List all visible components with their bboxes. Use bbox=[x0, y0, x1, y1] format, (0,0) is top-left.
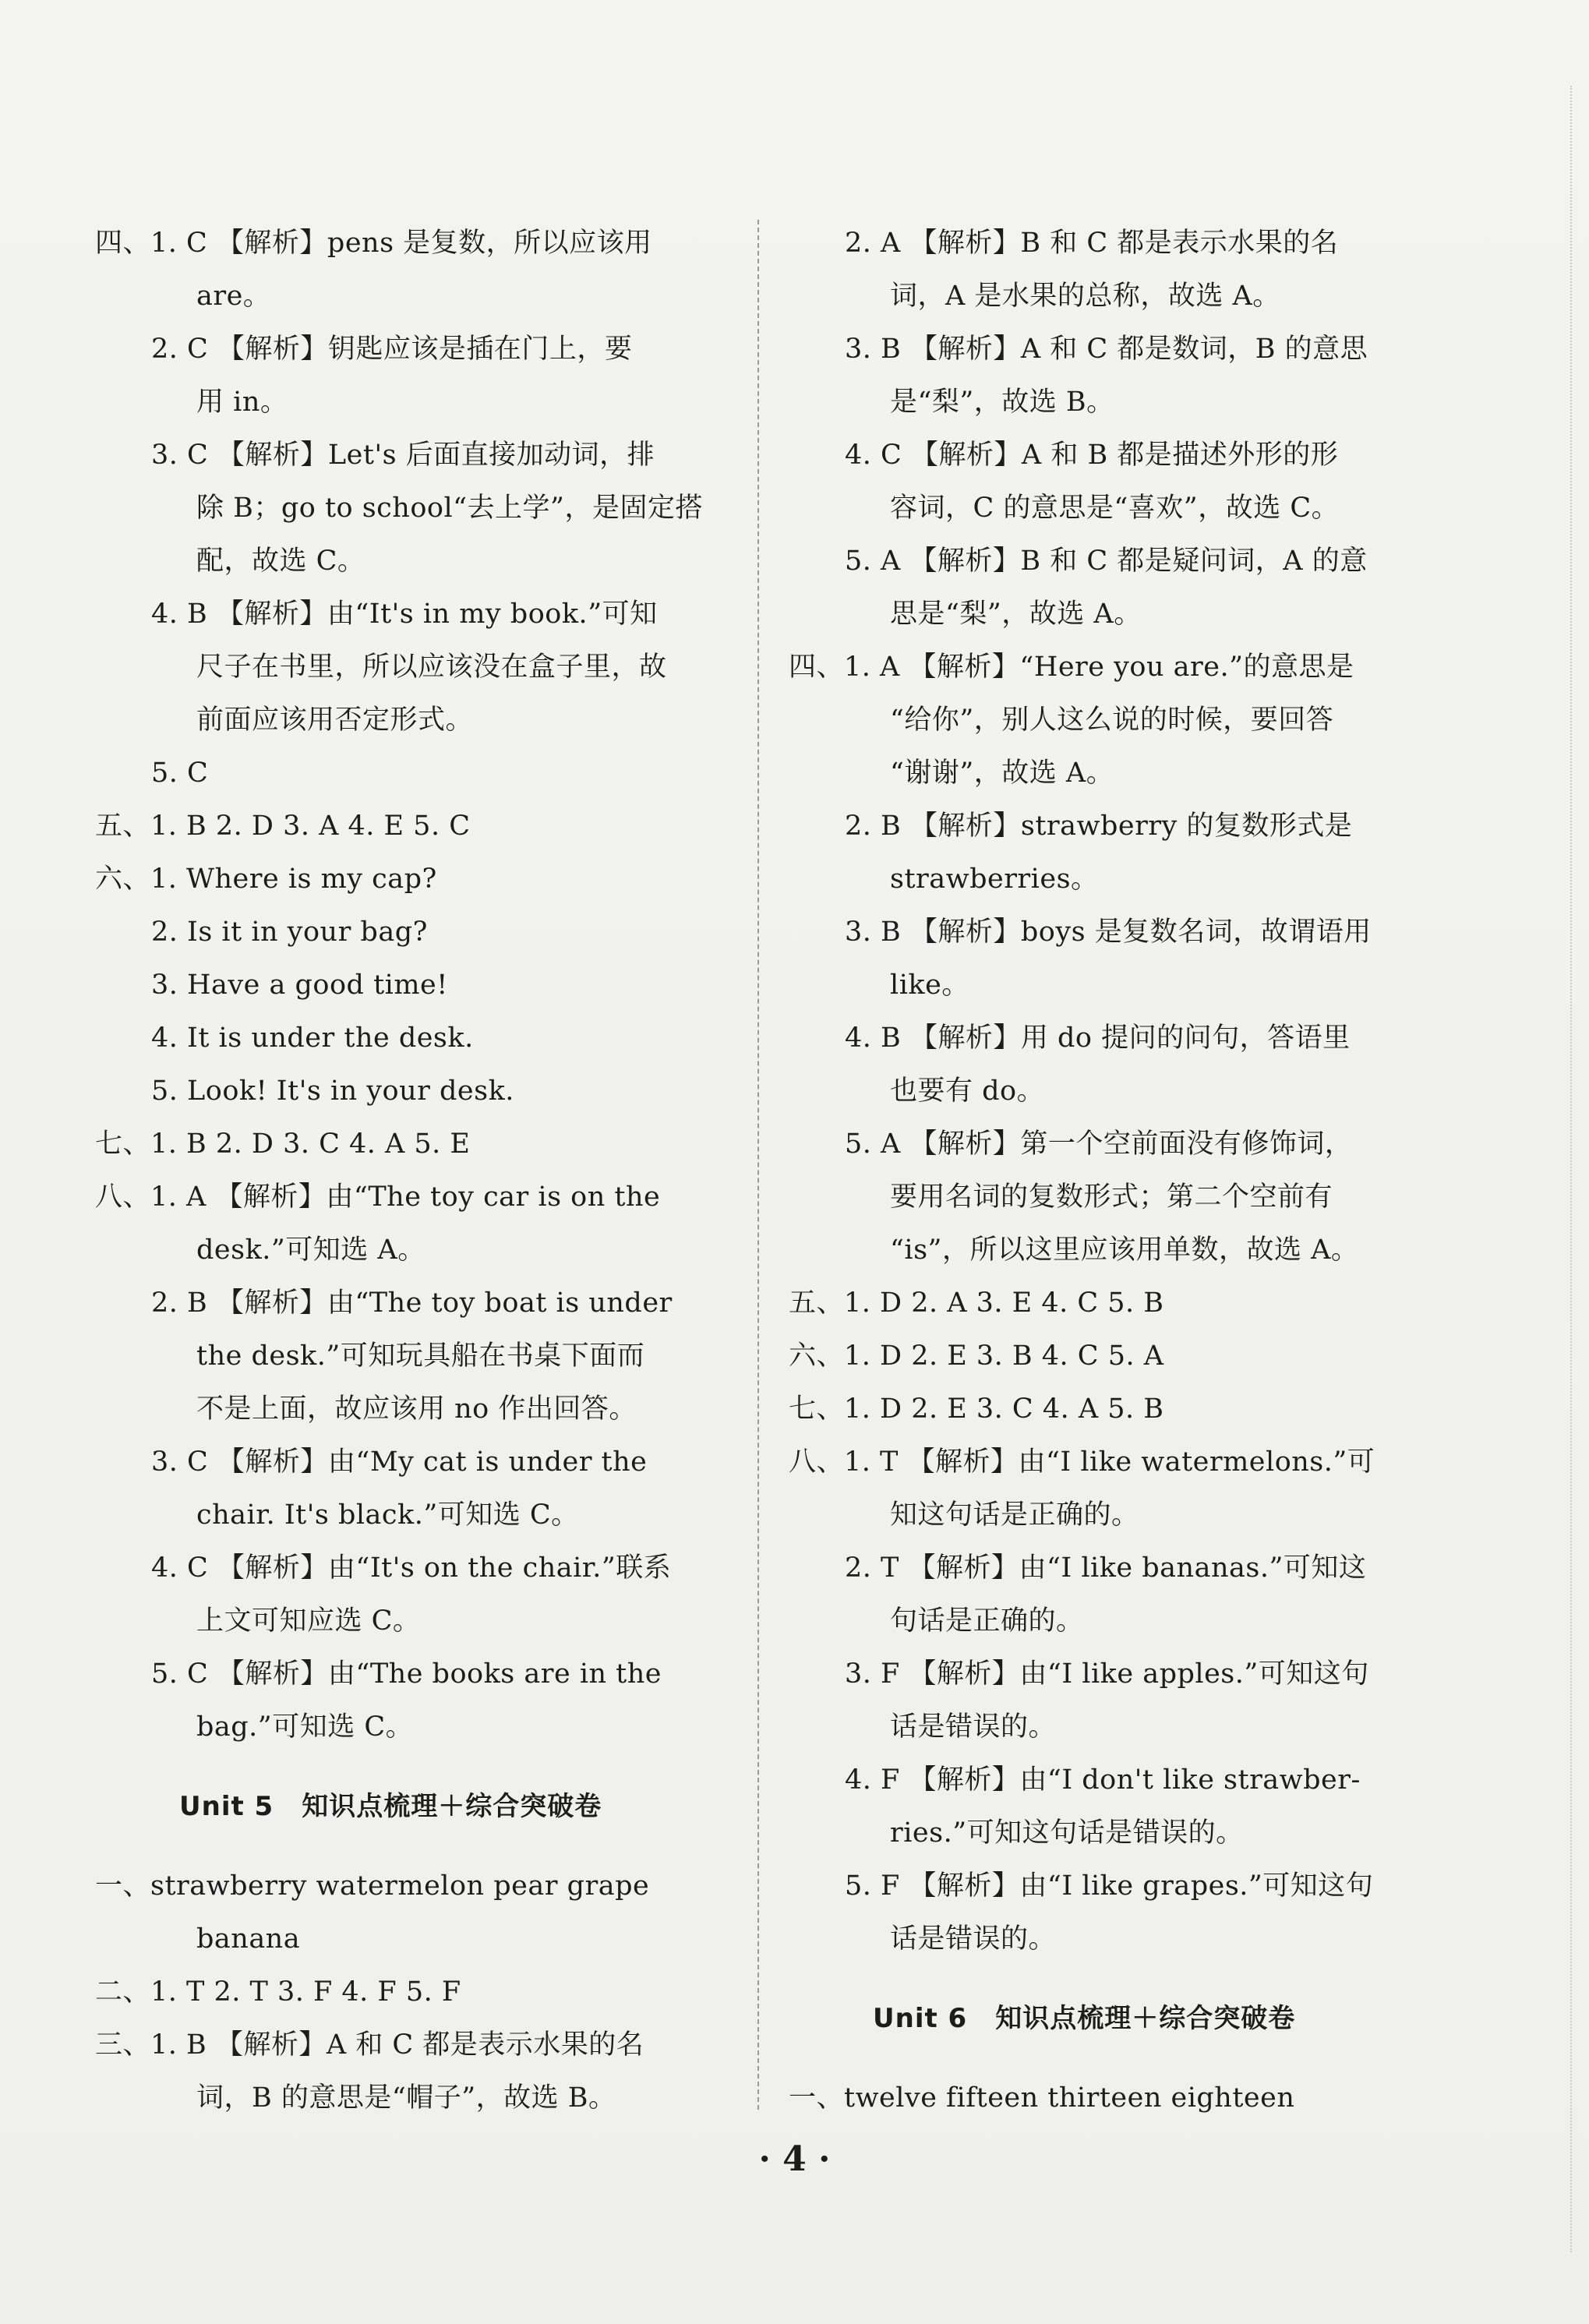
answer-line: 前面应该用否定形式。 bbox=[196, 705, 474, 736]
unit5-title: 知识点梳理＋综合突破卷 bbox=[302, 1791, 602, 1822]
answer-line: 五、1. B 2. D 3. A 4. E 5. C bbox=[95, 811, 471, 842]
unit6-heading bbox=[789, 1992, 1428, 2045]
unit6-label: Unit 6 bbox=[873, 2003, 968, 2034]
answer-line: 5. A 【解析】第一个空前面没有修饰词， bbox=[845, 1128, 1353, 1160]
answer-line: 2. B 【解析】strawberry 的复数形式是 bbox=[845, 811, 1353, 842]
answer-line: 上文可知应选 C。 bbox=[196, 1605, 421, 1637]
answer-line: 3. C 【解析】Let's 后面直接加动词，排 bbox=[151, 440, 655, 471]
answer-line: 4. C 【解析】由“It's on the chair.”联系 bbox=[151, 1552, 672, 1584]
answer-line: 3. B 【解析】boys 是复数名词，故谓语用 bbox=[845, 917, 1372, 948]
left-column bbox=[95, 217, 734, 2124]
answer-line: strawberries。 bbox=[890, 864, 1099, 895]
right-answer-lines bbox=[789, 217, 1428, 1966]
answer-line: are。 bbox=[196, 281, 271, 312]
answer-line: 尺子在书里，所以应该没在盒子里，故 bbox=[196, 652, 667, 683]
answer-line: 七、1. D 2. E 3. C 4. A 5. B bbox=[789, 1393, 1164, 1425]
answer-line: 五、1. D 2. A 3. E 4. C 5. B bbox=[789, 1287, 1164, 1319]
answer-line: 话是错误的。 bbox=[890, 1711, 1057, 1743]
answer-line: 容词，C 的意思是“喜欢”，故选 C。 bbox=[890, 493, 1340, 524]
answer-line: 5. F 【解析】由“I like grapes.”可知这句 bbox=[845, 1870, 1374, 1902]
answer-line: 2. C 【解析】钥匙应该是插在门上，要 bbox=[151, 334, 633, 365]
answer-line: 词，A 是水果的总称，故选 A。 bbox=[890, 281, 1280, 312]
answer-line: 3. F 【解析】由“I like apples.”可知这句 bbox=[845, 1658, 1369, 1690]
answer-line: 2. Is it in your bag? bbox=[151, 917, 428, 948]
answer-line: 词，B 的意思是“帽子”，故选 B。 bbox=[196, 2082, 616, 2114]
answer-line: 4. F 【解析】由“I don't like strawber- bbox=[845, 1764, 1361, 1796]
answer-line: “给你”，别人这么说的时候，要回答 bbox=[890, 705, 1334, 736]
page-number: · 4 · bbox=[758, 2139, 831, 2179]
answer-line: 配，故选 C。 bbox=[196, 546, 365, 577]
answer-line: 四、1. A 【解析】“Here you are.”的意思是 bbox=[789, 652, 1354, 683]
answer-line: 一、twelve fifteen thirteen eighteen bbox=[789, 2082, 1295, 2114]
answer-line: 不是上面，故应该用 no 作出回答。 bbox=[196, 1393, 637, 1425]
answer-line: 5. Look! It's in your desk. bbox=[151, 1075, 514, 1107]
unit6-title: 知识点梳理＋综合突破卷 bbox=[995, 2003, 1296, 2034]
answer-line: 4. C 【解析】A 和 B 都是描述外形的形 bbox=[845, 440, 1339, 471]
answer-line: 二、1. T 2. T 3. F 4. F 5. F bbox=[95, 1976, 461, 2008]
answer-line: 3. C 【解析】由“My cat is under the bbox=[151, 1446, 648, 1478]
answer-line: 5. A 【解析】B 和 C 都是疑问词，A 的意 bbox=[845, 546, 1368, 577]
answer-line: 六、1. D 2. E 3. B 4. C 5. A bbox=[789, 1340, 1164, 1372]
unit5-answer-lines bbox=[95, 1860, 734, 2124]
page-edge-dots bbox=[1570, 86, 1572, 2252]
answer-line: 除 B；go to school“去上学”，是固定搭 bbox=[196, 493, 703, 524]
left-answer-lines bbox=[95, 217, 734, 1754]
answer-line: desk.”可知选 A。 bbox=[196, 1234, 425, 1266]
answer-line: “谢谢”，故选 A。 bbox=[890, 758, 1114, 789]
answer-line: 5. C bbox=[151, 758, 209, 789]
answer-line: 四、1. C 【解析】pens 是复数，所以应该用 bbox=[95, 228, 652, 259]
unit6-answer-lines bbox=[789, 2071, 1428, 2124]
answer-line: 六、1. Where is my cap? bbox=[95, 864, 437, 895]
answer-line: 是“梨”，故选 B。 bbox=[890, 387, 1114, 418]
column-divider bbox=[757, 220, 759, 2110]
answer-line: 3. Have a good time! bbox=[151, 970, 448, 1001]
answer-line: the desk.”可知玩具船在书桌下面而 bbox=[196, 1340, 645, 1372]
answer-line: 2. A 【解析】B 和 C 都是表示水果的名 bbox=[845, 228, 1339, 259]
right-column bbox=[789, 217, 1428, 2124]
answer-line: 句话是正确的。 bbox=[890, 1605, 1084, 1637]
answer-line: “is”，所以这里应该用单数，故选 A。 bbox=[890, 1234, 1359, 1266]
answer-line: 5. C 【解析】由“The books are in the bbox=[151, 1658, 662, 1690]
answer-line: 4. B 【解析】由“It's in my book.”可知 bbox=[151, 599, 658, 630]
unit5-heading bbox=[95, 1780, 734, 1833]
answer-line: bag.”可知选 C。 bbox=[196, 1711, 414, 1743]
answer-line: 2. B 【解析】由“The toy boat is under bbox=[151, 1287, 673, 1319]
answer-line: 3. B 【解析】A 和 C 都是数词，B 的意思 bbox=[845, 334, 1368, 365]
answer-line: banana bbox=[196, 1923, 301, 1955]
answer-line: ries.”可知这句话是错误的。 bbox=[890, 1817, 1244, 1849]
answer-line: 4. It is under the desk. bbox=[151, 1022, 474, 1054]
answer-line: 三、1. B 【解析】A 和 C 都是表示水果的名 bbox=[95, 2029, 644, 2061]
answer-line: 2. T 【解析】由“I like bananas.”可知这 bbox=[845, 1552, 1367, 1584]
answer-line: 一、strawberry watermelon pear grape bbox=[95, 1870, 650, 1902]
answer-line: 八、1. T 【解析】由“I like watermelons.”可 bbox=[789, 1446, 1375, 1478]
answer-line: like。 bbox=[890, 970, 969, 1001]
answer-line: 用 in。 bbox=[196, 387, 288, 418]
answer-line: 思是“梨”，故选 A。 bbox=[890, 599, 1142, 630]
answer-line: 4. B 【解析】用 do 提问的问句，答语里 bbox=[845, 1022, 1351, 1054]
answer-line: 七、1. B 2. D 3. C 4. A 5. E bbox=[95, 1128, 471, 1160]
answer-line: 八、1. A 【解析】由“The toy car is on the bbox=[95, 1181, 661, 1213]
answer-line: 也要有 do。 bbox=[890, 1075, 1045, 1107]
unit5-label: Unit 5 bbox=[179, 1791, 274, 1822]
answer-line: 话是错误的。 bbox=[890, 1923, 1057, 1955]
answer-line: 知这句话是正确的。 bbox=[890, 1499, 1139, 1531]
answer-line: 要用名词的复数形式；第二个空前有 bbox=[890, 1181, 1333, 1213]
answer-line: chair. It's black.”可知选 C。 bbox=[196, 1499, 579, 1531]
